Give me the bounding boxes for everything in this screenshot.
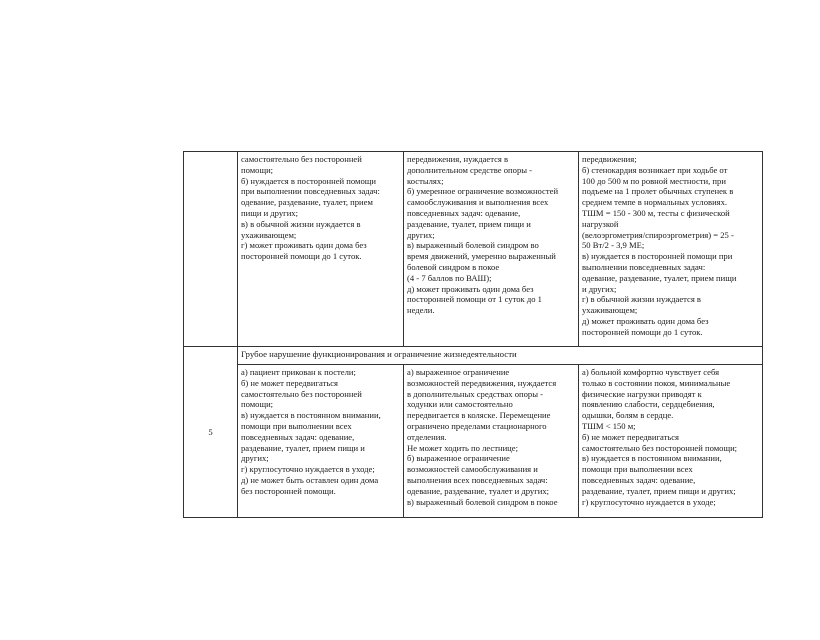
- cell-text: а) больной комфортно чувствует себя только в состоянии покоя, минимальные физические нагрузки приводят к появлению слабости, сердцебиения, одышки, болям в сердце. ТШМ < 150 м; б) не может передвигаться самостоятельно без посторонней помощи; в) нуждается в постоянном внимании, помощи при выполнении всех повседневных задач: одевание, раздевание, туалет, прием пищи и других; г) круглосуточно нуждается в уходе;: [582, 367, 738, 507]
- rehabilitation-scale-table: [183, 151, 763, 518]
- table-row: [184, 152, 763, 347]
- cell-text: а) пациент прикован к постели; б) не может передвигаться самостоятельно без посторонней помощи; в) нуждается в постоянном внимании, помощи при выполнении всех повседневных задач: одевание, раздевание, туалет, прием пищи и других; г) круглосуточно нуждается в уходе; д) не может быть оставлен один дома без посторонней помощи.: [241, 367, 381, 496]
- table-cell: [404, 365, 579, 518]
- table-cell: [579, 365, 763, 518]
- table-row: [184, 365, 763, 518]
- row-number-cell: 5: [184, 347, 238, 518]
- table-row: [184, 347, 763, 365]
- table-cell: [238, 365, 404, 518]
- cell-text: передвижения, нуждается в дополнительном средстве опоры - костылях; б) умеренное ограничение возможностей самообслуживания и выполнения всех повседневных задач: одевание, раздевание, туалет, прием пищи и других; в) выраженный болевой синдром во время движений, умеренно выраженный болевой синдром в покое (4 - 7 баллов по ВАШ); д) может проживать один дома без посторонней помощи от 1 суток до 1 недели.: [407, 154, 559, 316]
- table-cell: [404, 152, 579, 347]
- section-heading: Грубое нарушение функционирования и ограничение жизнедеятельности: [238, 347, 763, 365]
- row-number-cell: [184, 152, 238, 347]
- cell-text: а) выраженное ограничение возможностей передвижения, нуждается в дополнительных средствах опоры - ходунки или самостоятельно передвигается в коляске. Перемещение ограничено пределами стационарного отделения. Не может ходить по лестнице; б) выраженное ограничение возможностей самообслуживания и выполнения всех повседневных задач: одевание, раздевание, туалет и других; в) выраженный болевой синдром в покое: [407, 367, 558, 507]
- cell-text: самостоятельно без посторонней помощи; б) нуждается в посторонней помощи при выполнении повседневных задач: одевание, раздевание, туалет, прием пищи и других; в) в обычной жизни нуждается в ухаживающем; г) может проживать один дома без посторонней помощи до 1 суток.: [241, 154, 380, 262]
- table-cell: [579, 152, 763, 347]
- cell-text: передвижения; б) стенокардия возникает при ходьбе от 100 до 500 м по ровной местности, при подъеме на 1 пролет обычных ступенек в среднем темпе в нормальных условиях. ТШМ = 150 - 300 м, тесты с физической нагрузкой (велоэргометрия/спироэргометрия) = 25 - 50 Вт/2 - 3,9 МЕ; в) нуждается в посторонней помощи при выполнении повседневных задач: одевание, раздевание, туалет, прием пищи и других; г) в обычной жизни нуждается в ухаживающем; д) может проживать один дома без посторонней помощи до 1 суток.: [582, 154, 737, 337]
- table-cell: [238, 152, 404, 347]
